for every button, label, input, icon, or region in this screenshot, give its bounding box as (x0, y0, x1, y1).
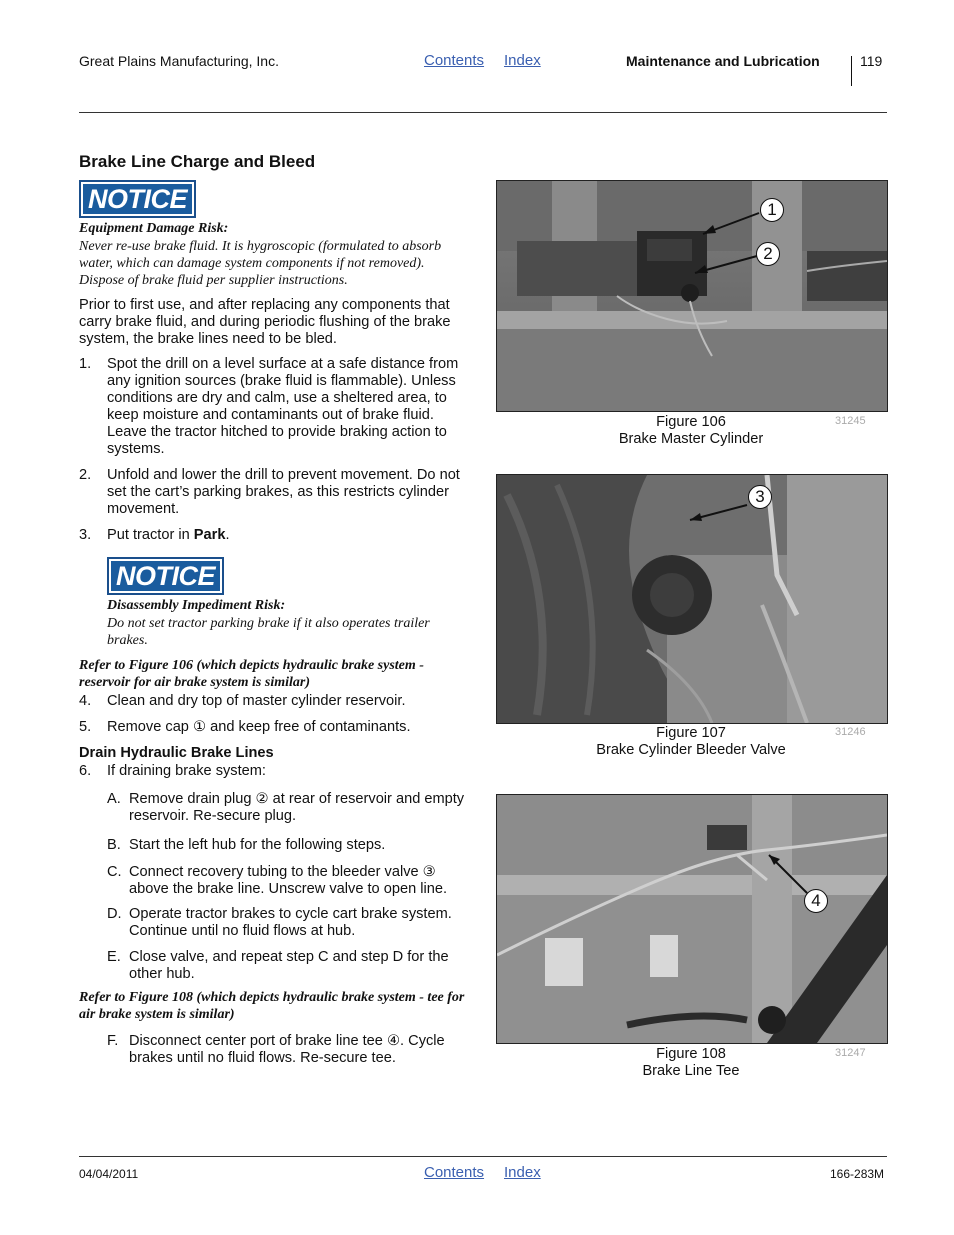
page-title: Brake Line Charge and Bleed (79, 152, 316, 171)
figure-108-caption: Brake Line Tee (642, 1063, 740, 1079)
footer-contents-link[interactable]: Contents (424, 1164, 485, 1181)
callout-4: 4 (804, 889, 828, 913)
footer-index-link[interactable]: Index (504, 1164, 541, 1181)
doc-number: 166-283M (830, 1167, 885, 1181)
index-link[interactable]: Index (504, 52, 541, 69)
intro-paragraph: Prior to first use, and after replacing any components that carry brake fluid, and during periodic flushing of the brake system, the brake lines need to be bled. (79, 297, 451, 347)
figure-106-label: Figure 106 (656, 414, 726, 430)
notice-heading: Equipment Damage Risk: (79, 221, 229, 236)
figure-107-label: Figure 107 (656, 725, 726, 741)
notice-text: Never re-use brake fluid. It is hygroscopic (formulated to absorb water, which can damage system components if not removed). Dispose of brake fluid per supplier instructions. (79, 239, 442, 288)
figure-108-label: Figure 108 (656, 1046, 726, 1062)
figure-106-photo (496, 180, 888, 412)
header-rule (79, 112, 887, 113)
figure-108-photo (496, 794, 888, 1044)
notice2-heading: Disassembly Impediment Risk: (107, 598, 286, 613)
company-name: Great Plains Manufacturing, Inc. (79, 53, 279, 69)
callout-2: 2 (756, 242, 780, 266)
figure-reference-106: Refer to Figure 106 (which depicts hydraulic brake system - reservoir for air brake system is similar) (79, 658, 424, 690)
figure-108-id: 31247 (835, 1047, 866, 1059)
figure-107-id: 31246 (835, 726, 866, 738)
footer-rule (79, 1156, 887, 1157)
callout-1: 1 (760, 198, 784, 222)
figure-reference-108: Refer to Figure 108 (which depicts hydraulic brake system - tee for air brake system is similar) (79, 990, 465, 1022)
section-name: Maintenance and Lubrication (626, 53, 820, 69)
figure-107-photo (496, 474, 888, 724)
page-number: 119 (860, 53, 883, 69)
header-divider (851, 56, 852, 86)
footer-date: 04/04/2011 (79, 1167, 139, 1181)
figure-107-caption: Brake Cylinder Bleeder Valve (596, 742, 786, 758)
figure-106-caption: Brake Master Cylinder (618, 431, 764, 447)
contents-link[interactable]: Contents (424, 52, 485, 69)
notice-badge: NOTICE (79, 180, 196, 218)
figure-106-id: 31245 (835, 415, 866, 427)
callout-3: 3 (748, 485, 772, 509)
notice2-text: Do not set tractor parking brake if it also operates trailer brakes. (107, 616, 430, 648)
notice-badge-2: NOTICE (107, 557, 224, 595)
subsection-title: Drain Hydraulic Brake Lines (79, 745, 274, 761)
